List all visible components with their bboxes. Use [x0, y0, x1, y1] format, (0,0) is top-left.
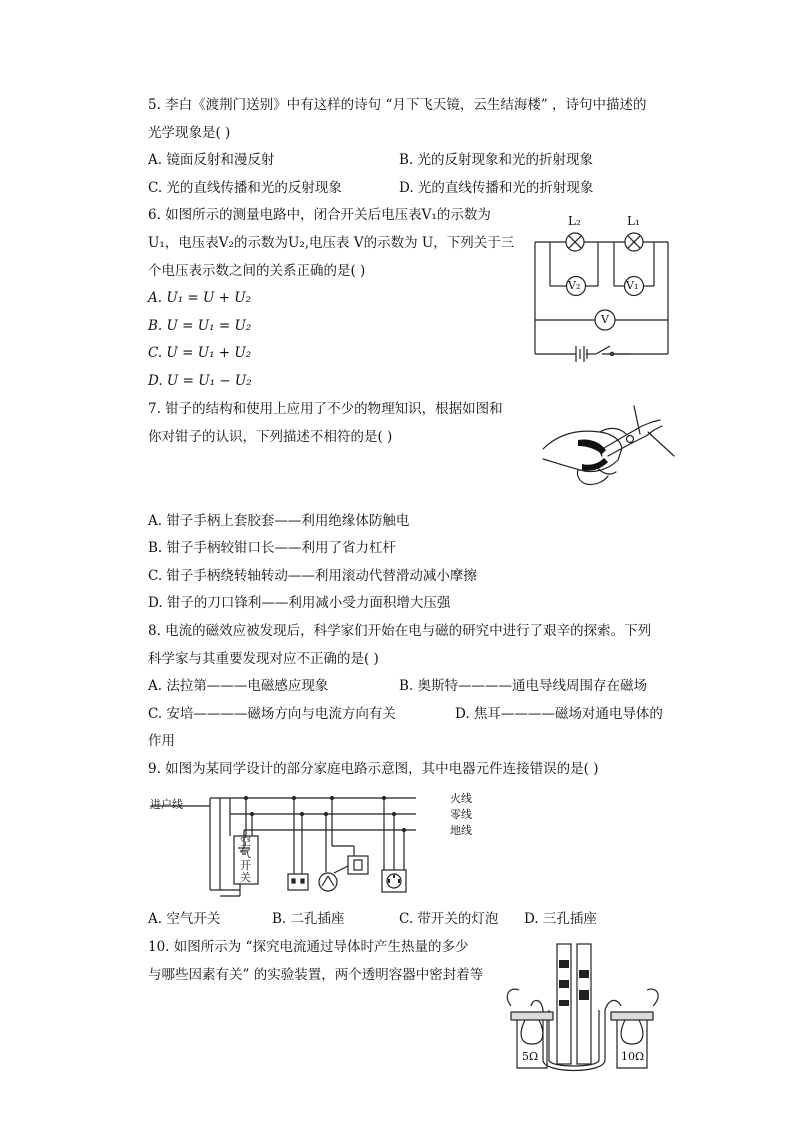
q9-option-a: A. 空气开关 [148, 911, 221, 927]
q9-breaker-char-4: 关 [240, 871, 251, 884]
q10-stem-line2: 与哪些因素有关” 的实验装置，两个透明容器中密封着等 [148, 967, 484, 983]
q5-option-b: B. 光的反射现象和光的折射现象 [399, 152, 594, 168]
q9-breaker-char-3: 开 [240, 859, 251, 872]
q10-stem-line1: 10. 如图所示为 “探究电流通过导体时产生热量的多少 [148, 939, 469, 955]
q8-option-b: B. 奥斯特————通电导线周围存在磁场 [399, 678, 648, 694]
q6-label-v1: V₁ [626, 279, 639, 292]
q6-option-b: B. U = U₁ = U₂ [148, 318, 252, 334]
q7-option-b: B. 钳子手柄较钳口长——利用了省力杠杆 [148, 540, 397, 556]
q7-pliers-illustration [538, 404, 678, 489]
q9-label-ground-wire: 地线 [450, 824, 472, 837]
q6-option-c: C. U = U₁ + U₂ [148, 345, 252, 361]
q8-stem-line1: 8. 电流的磁效应被发现后，科学家们开始在电与磁的研究中进行了艰辛的探索。下列 [148, 623, 652, 639]
q10-resistor-label-left: 5Ω [522, 1050, 539, 1063]
q6-stem-line1: 6. 如图所示的测量电路中，闭合开关后电压表V₁的示数为 [148, 207, 491, 223]
q9-stem-line1: 9. 如图为某同学设计的部分家庭电路示意图，其中电器元件连接错误的是( ) [148, 761, 599, 777]
q8-option-d-cont: 作用 [148, 733, 175, 749]
q7-option-c: C. 钳子手柄绕转轴转动——利用滚动代替滑动减小摩擦 [148, 568, 477, 584]
q7-option-d: D. 钳子的刀口锋利——利用减小受力面积增大压强 [148, 595, 451, 611]
q6-circuit-diagram [530, 212, 680, 362]
q9-option-d: D. 三孔插座 [524, 911, 597, 927]
q8-option-d: D. 焦耳————磁场对通电导体的 [455, 706, 663, 722]
q9-label-entry-line: 进户线 [150, 798, 183, 811]
q6-stem-line3: 个电压表示数之间的关系正确的是( ) [148, 263, 366, 279]
q5-option-a: A. 镜面反射和漫反射 [148, 152, 275, 168]
q9-breaker-char-1: 空 [240, 835, 251, 848]
q9-option-c: C. 带开关的灯泡 [399, 911, 499, 927]
q6-label-l1: L₁ [627, 214, 640, 228]
q6-option-a: A. U₁ = U + U₂ [148, 290, 252, 306]
q9-label-live-wire: 火线 [450, 792, 472, 805]
q6-stem-line2: U₁，电压表V₂的示数为U₂,电压表 V的示数为 U，下列关于三 [148, 235, 515, 251]
q8-option-a: A. 法拉第———电磁感应现象 [148, 678, 329, 694]
q5-stem-line1: 5. 李白《渡荆门送别》中有这样的诗句 “月下飞天镜，云生结海楼” ，诗句中描述的 [148, 97, 647, 113]
q9-breaker-char-2: 气 [240, 847, 251, 860]
q7-stem-line1: 7. 钳子的结构和使用上应用了不少的物理知识，根据如图和 [148, 401, 503, 417]
q5-stem-line2: 光学现象是( ) [148, 125, 231, 141]
q8-stem-line2: 科学家与其重要发现对应不正确的是( ) [148, 651, 379, 667]
q6-label-v: V [601, 313, 609, 326]
q6-option-d: D. U = U₁ − U₂ [148, 373, 252, 389]
q5-option-c: C. 光的直线传播和光的反射现象 [148, 180, 342, 196]
q9-household-circuit [148, 790, 448, 900]
q7-option-a: A. 钳子手柄上套胶套——利用绝缘体防触电 [148, 513, 410, 529]
q8-option-c: C. 安培————磁场方向与电流方向有关 [148, 706, 396, 722]
q6-label-l2: L₂ [568, 214, 581, 228]
q5-option-d: D. 光的直线传播和光的折射现象 [399, 180, 594, 196]
q6-label-v2: V₂ [568, 279, 581, 292]
q9-option-b: B. 二孔插座 [272, 911, 345, 927]
q10-resistor-label-right: 10Ω [621, 1050, 645, 1063]
q9-label-neutral-wire: 零线 [450, 808, 472, 821]
q7-stem-line2: 你对钳子的认识，下列描述不相符的是( ) [148, 429, 393, 445]
